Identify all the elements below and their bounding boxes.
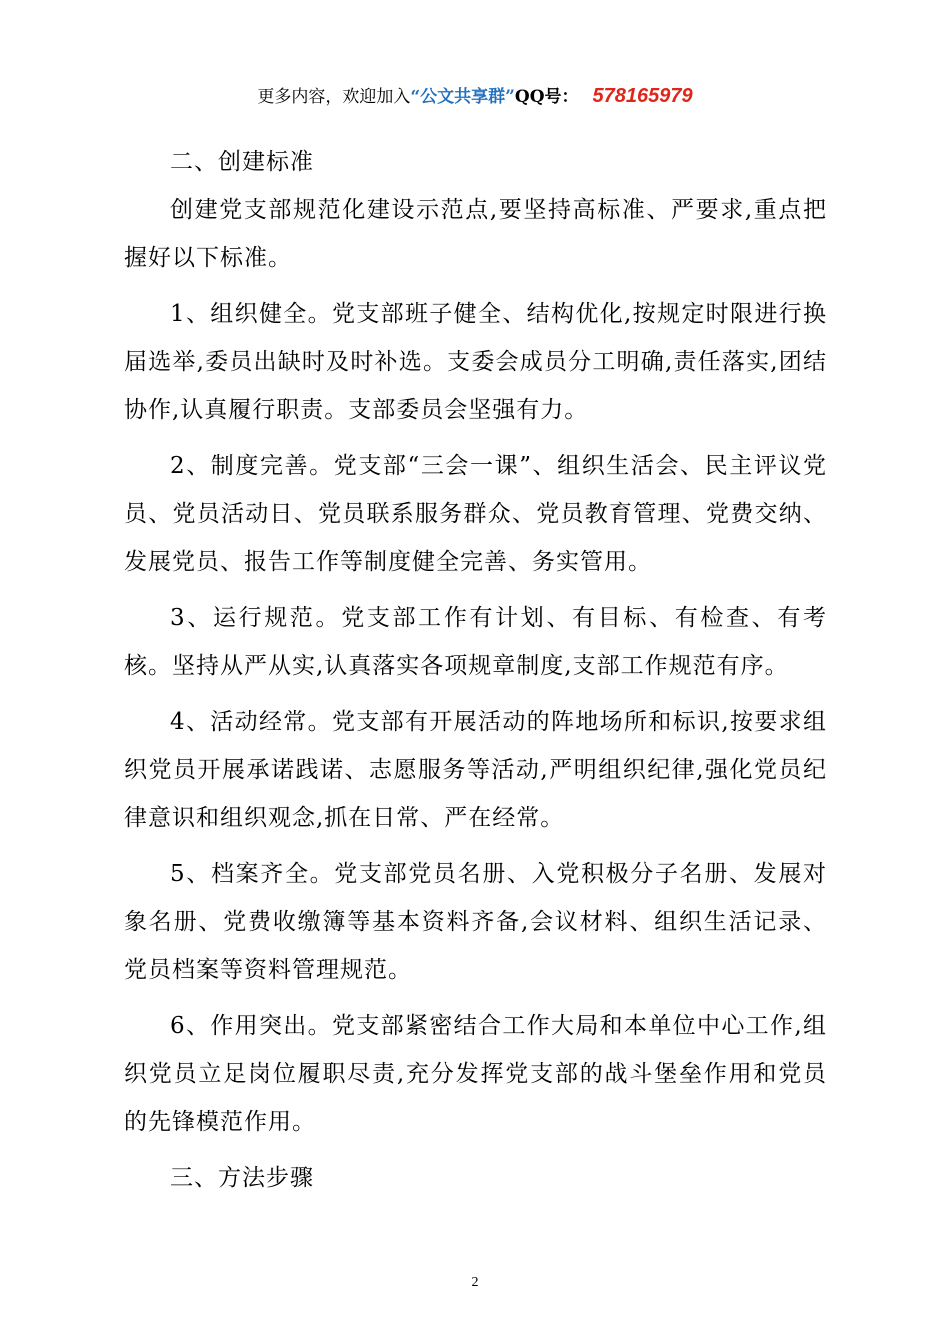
document-body [124, 138, 827, 1202]
qq-label: QQ号： [514, 87, 579, 107]
paragraph-standard-4: 4、活动经常。党支部有开展活动的阵地场所和标识,按要求组织党员开展承诺践诺、志愿服务等活动,严明组织纪律,强化党员纪律意识和组织观念,抓在日常、严在经常。 [124, 709, 827, 831]
paragraph-standard-5: 5、档案齐全。党支部党员名册、入党积极分子名册、发展对象名册、党费收缴簿等基本资料齐备,会议材料、组织生活记录、党员档案等资料管理规范。 [124, 861, 827, 983]
paragraph-intro: 创建党支部规范化建设示范点,要坚持高标准、严要求,重点把握好以下标准。 [124, 197, 827, 271]
paragraph-standard-6: 6、作用突出。党支部紧密结合工作大局和本单位中心工作,组织党员立足岗位履职尽责,充分发挥党支部的战斗堡垒作用和党员的先锋模范作用。 [124, 1013, 827, 1135]
group-name: “公文共享群” [410, 87, 515, 107]
section-heading-standards: 二、创建标准 [170, 149, 314, 175]
paragraph-standard-3: 3、运行规范。党支部工作有计划、有目标、有检查、有考核。坚持从严从实,认真落实各项规章制度,支部工作规范有序。 [124, 605, 827, 679]
section-heading-methods: 三、方法步骤 [170, 1165, 314, 1191]
page-number: 2 [471, 1275, 479, 1290]
paragraph-standard-1: 1、组织健全。党支部班子健全、结构优化,按规定时限进行换届选举,委员出缺时及时补选。支委会成员分工明确,责任落实,团结协作,认真履行职责。支部委员会坚强有力。 [124, 301, 827, 423]
promo-header [0, 84, 950, 109]
promo-prefix: 更多内容，欢迎加入 [257, 87, 411, 107]
qq-number: 578165979 [592, 85, 693, 107]
paragraph-standard-2: 2、制度完善。党支部“三会一课”、组织生活会、民主评议党员、党员活动日、党员联系服务群众、党员教育管理、党费交纳、发展党员、报告工作等制度健全完善、务实管用。 [124, 453, 827, 575]
